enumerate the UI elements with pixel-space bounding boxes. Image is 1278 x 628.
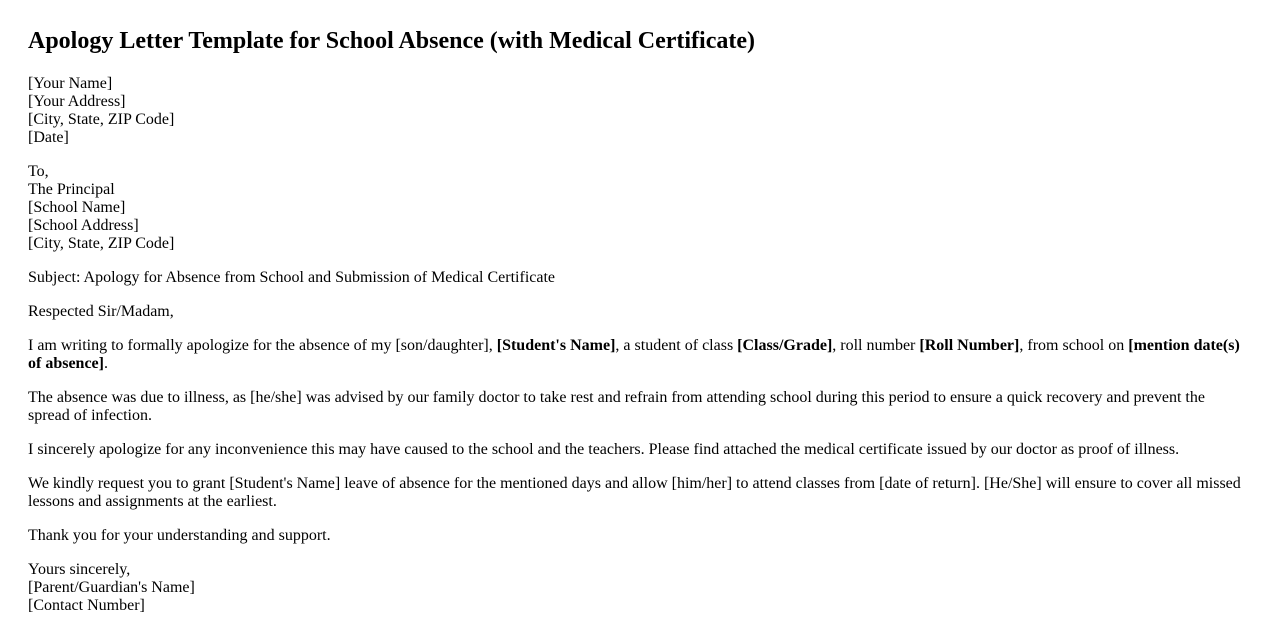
recipient-title: The Principal <box>28 181 115 198</box>
class-grade-placeholder: [Class/Grade] <box>737 337 833 354</box>
recipient-city: [City, State, ZIP Code] <box>28 235 175 252</box>
recipient-school-name: [School Name] <box>28 199 126 216</box>
sender-address: [Your Address] <box>28 93 126 110</box>
page-title: Apology Letter Template for School Absence (with Medical Certificate) <box>28 28 755 54</box>
para1-text-2: , a student of class <box>615 337 738 354</box>
recipient-school-address: [School Address] <box>28 217 139 234</box>
para1-text-5: . <box>103 355 108 372</box>
para1-text-3: , roll number <box>832 337 920 354</box>
paragraph-1 <box>28 337 1250 373</box>
guardian-name: [Parent/Guardian's Name] <box>28 579 195 596</box>
para1-text-4: , from school on <box>1019 337 1129 354</box>
paragraph-5: Thank you for your understanding and support. <box>28 527 331 544</box>
subject-line: Subject: Apology for Absence from School and Submission of Medical Certificate <box>28 269 556 286</box>
recipient-to: To, <box>28 163 49 180</box>
paragraph-3: I sincerely apologize for any inconvenience this may have caused to the school and the teachers. Please find attached the medical certificate issued by our doctor as proof of illness. <box>28 441 1180 458</box>
sign-off: Yours sincerely, <box>28 561 131 578</box>
sender-date: [Date] <box>28 129 69 146</box>
sender-block <box>28 75 1250 147</box>
para1-text-1: I am writing to formally apologize for the absence of my [son/daughter], <box>28 337 497 354</box>
roll-number-placeholder: [Roll Number] <box>919 337 1020 354</box>
student-name-placeholder: [Student's Name] <box>496 337 616 354</box>
absence-dates-placeholder: [mention date(s) of absence] <box>28 337 1240 372</box>
paragraph-4: We kindly request you to grant [Student's Name] leave of absence for the mentioned days and allow [him/her] to attend classes from [date of return]. [He/She] will ensure to cover all missed lessons and assignments at the earliest. <box>28 475 1241 510</box>
sender-city: [City, State, ZIP Code] <box>28 111 175 128</box>
sender-name: [Your Name] <box>28 75 113 92</box>
letter-page <box>0 27 1278 615</box>
paragraph-2: The absence was due to illness, as [he/she] was advised by our family doctor to take rest and refrain from attending school during this period to ensure a quick recovery and prevent the spread of infection. <box>28 389 1205 424</box>
contact-number: [Contact Number] <box>28 597 145 614</box>
recipient-block <box>28 163 1250 253</box>
closing-block <box>28 561 1250 615</box>
salutation: Respected Sir/Madam, <box>28 303 174 320</box>
